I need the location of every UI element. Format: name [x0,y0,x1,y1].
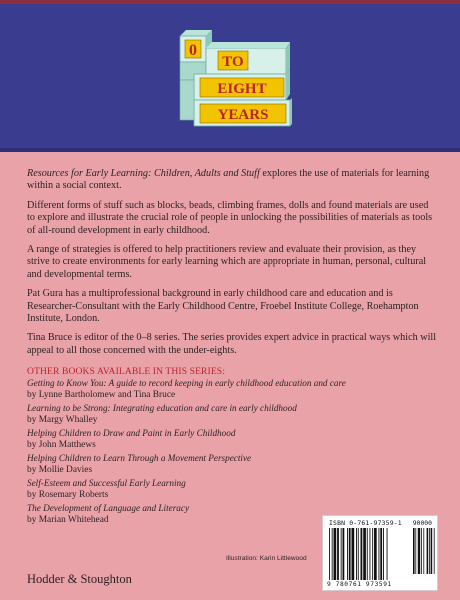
editor-note: Tina Bruce is editor of the 0–8 series. The series provides expert advice in practical ways which will appeal to all those concerned with the under-eights. [27,332,437,356]
series-book [27,403,437,426]
series-book-title: Helping Children to Learn Through a Movement Perspective [27,453,252,464]
publisher-name: Hodder & Stoughton [27,572,132,586]
logo-word-to: TO [222,54,244,70]
series-book-title: Getting to Know You: A guide to record keeping in early childhood education and care [27,378,346,389]
blurb-paragraph-1: Resources for Early Learning: Children, Adults and Stuff explores the use of materials for learning within a social context. [27,168,430,192]
price-code: 90000 [412,519,432,527]
series-book [27,478,437,501]
isbn-barcode [322,515,438,591]
logo-word-years: YEARS [217,107,269,123]
series-book [27,453,437,476]
logo-word-eight: EIGHT [217,81,267,97]
series-book-author: by Rosemary Roberts [27,490,109,501]
book-title: Resources for Early Learning: Children, Adults and Stuff [27,168,260,179]
series-book [27,428,437,451]
author-bio: Pat Gura has a multiprofessional background in early childhood care and education and is Researcher-Consultant with the Early Childhood Centre, Froebel Institute College, Roehampton Institute, London. [27,288,419,325]
series-heading: OTHER BOOKS AVAILABLE IN THIS SERIES: [27,366,225,378]
series-book-author: by John Matthews [27,440,96,451]
series-book-title: Helping Children to Draw and Paint in Early Childhood [27,428,236,439]
blurb-paragraph-2: Different forms of stuff such as blocks, beads, climbing frames, dolls and found materials are used to explore and illustrate the crucial role of people in unlocking the possibilities of materials as tools of all-round development in early childhood. [27,199,433,236]
series-book-author: by Marian Whitehead [27,515,109,526]
series-book-title: Self-Esteem and Successful Early Learning [27,478,186,489]
blurb-content [27,168,437,528]
illustration-credit: Illustration: Karin Littlewood [226,555,307,562]
series-book-author: by Lynne Bartholomew and Tina Bruce [27,390,176,401]
series-book-author: by Margy Whalley [27,415,98,426]
blurb-paragraph-3: A range of strategies is offered to help practitioners review and evaluate their provision, as they strive to create environments for early learning which are appropriate in human, personal, cultural and developmental terms. [27,244,427,280]
series-book-author: by Mollie Davies [27,465,93,476]
isbn-number: ISBN 0-761-97359-1 [329,519,402,527]
series-book [27,378,437,401]
series-logo [172,28,292,133]
logo-digit: 0 [189,42,197,59]
series-book-title: Learning to be Strong: Integrating education and care in early childhood [27,403,297,414]
cover-top-band [0,0,460,152]
barcode-digits: 9 780761 973591 [327,581,392,588]
series-book-title: The Development of Language and Literacy [27,503,190,514]
